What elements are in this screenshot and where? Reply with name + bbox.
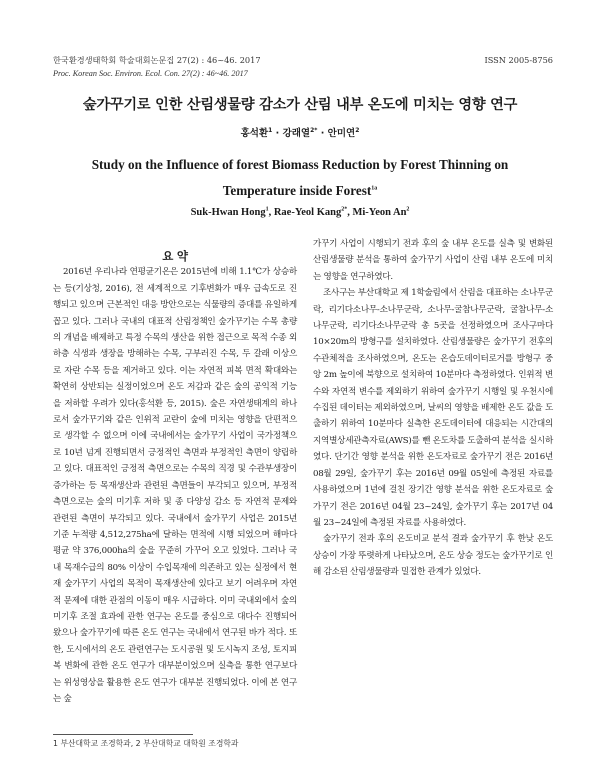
author-affiliation-mark: 2 (355, 126, 360, 134)
running-header (53, 54, 553, 80)
abstract-results-paragraph: 숲가꾸기 전과 후의 온도비교 분석 결과 숲가꾸기 후 한낮 온도 상승이 가장 뚜렷하게 나타났으며, 온도 상승 정도는 숲가꾸기로 인해 감소된 산림생물량과 밀접한 관계가 있었다. (313, 534, 553, 578)
abstract-paragraph-continued: 가꾸기 사업이 시행되기 전과 후의 숲 내부 온도를 실측 및 변화된 산림생물량 분석을 통하여 숲가꾸기 사업이 산림 내부 온도에 미치는 영향을 연구하였다. (313, 239, 553, 282)
author-separator: · (317, 128, 328, 139)
abstract-paragraph: 2016년 우리나라 연평균기온은 2015년에 비해 1.1℃가 상승하는 등(기상청, 2016), 전 세계적으로 기후변화가 매우 급속도로 진행되고 있으며 근본적인 대응 방안으로는 식물량의 증대를 유일하게 꼽고 있다. 그러나 국내의 대표적 산림정책인 숲가꾸기는 수목 총량의 개념을 배제하고 특정 수목의 생산을 위한 접근으로 목적 수종 외 하층 식생과 생장을 방해하는 수목, 구부러진 수목, 두 갈래 이상으로 자란 수목 등을 제거하고 있다. 이는 자연적 피복 면적 확대와는 확연히 상반되는 실정이었으며 온도 저감과 같은 숲의 공익적 기능을 저하할 우려가 있다(홍석환 등, 2015). 숲은 자연생태계의 하나로서 숲가꾸기와 같은 인위적 교란이 숲에 미치는 영향을 단편적으로 생각할 수 없으며 이에 국내에서는 숲가꾸기 사업이 국가정책으로 10년 넘게 진행되면서 긍정적인 측면과 부정적인 측면이 양립하고 있다. 대표적인 긍정적 측면으로는 수목의 직경 및 수관부생장이 증가하는 등 목재생산과 관련된 측면들이 부각되고 있으며, 부정적 측면으로는 숲의 미기후 저하 및 종 다양성 감소 등 자연적 문제와 관련된 측면이 부각되고 있다. 국내에서 숲가꾸기 사업은 2015년 기준 누적량 4,512,275ha에 달하는 면적에 시행 되었으며 해마다 평균 약 376,000ha의 숲을 꾸준히 가꾸어 오고 있었다. 그러나 국내 목재수급의 80% 이상이 수입목재에 의존하고 있는 실정에서 현재 숲가꾸기 사업의 목적이 목재생산에 있다고 보기 어려우며 자연적 문제에 대한 관점의 이동이 매우 시급하다. 이미 국내외에서 숲의 미기후 조절 효과에 관한 연구는 온도를 중심으로 대다수 진행되어 왔으나 숲가꾸기에 따른 온도 연구는 국내에서 연구된 바가 적다. 또한, 도시에서의 온도 관련연구는 도시공원 및 도시녹지 조성, 토지피복 변화에 관한 온도 연구가 대부분이었으며 실측을 통한 연구보다는 위성영상을 활용한 온도 연구가 대부분 진행되었다. 이에 본 연구는 숲 (53, 267, 297, 704)
author-affiliation-mark: 2* (310, 126, 318, 134)
abstract-methods-paragraph: 조사구는 부산대학교 제 1학술림에서 산림을 대표하는 소나무군락, 리기다소나무-소나무군락, 소나무-굴참나무군락, 굴참나무-소나무군락, 리기다소나무군락 총 5곳을 선정하였으며 조사구마다 10×20m의 방형구를 설치하였다. 산림생물량은 숲가꾸기 전후의 수관체적을 조사하였으며, 온도는 온습도데이터로거를 방형구 중앙 2m 높이에 북향으로 설치하여 10분마다 측정하였다. 인위적 변수와 자연적 변수를 제외하기 위하여 숲가꾸기 시행일 및 우천시에 수집된 데이터는 제외하였으며, 날씨의 영향을 배제한 온도 값을 도출하기 위하여 10분마다 실측한 온도데이터에 대응되는 시간대의 지역별상세관측자료(AWS)를 뺀 온도차를 도출하여 분석을 실시하였다. 단기간 영향 분석을 위한 온도자료로 숲가꾸기 전은 2016년 08월 29일, 숲가꾸기 후는 2016년 09월 05일에 측정된 자료를 사용하였으며 1년에 걸친 장기간 영향 분석을 위한 온도자료로 숲가꾸기 전은 2016년 04월 23~24일, 숲가꾸기 후는 2017년 04월 23~24일에 측정된 자료를 사용하였다. (313, 288, 553, 528)
journal-citation-en: Proc. Korean Soc. Environ. Ecol. Con. 27(2) : 46~46. 2017 (53, 69, 248, 78)
abstract-right-column (313, 236, 553, 581)
author-name: Mi-Yeon An (352, 207, 407, 218)
abstract-left-column (53, 248, 297, 707)
author-affiliation-mark: 2 (406, 206, 410, 213)
paper-title-korean: 숲가꾸기로 인한 산림생물량 감소가 산림 내부 온도에 미치는 영향 연구 (82, 97, 518, 113)
author-name: Suk-Hwan Hong (190, 207, 266, 218)
author-name: 홍석환 (240, 128, 269, 139)
title-en-line-1: Study on the Influence of forest Biomass Reduction by Forest Thinning on (91, 157, 509, 172)
author-affiliation-mark: 2* (341, 206, 348, 213)
paper-title-english (60, 152, 540, 204)
authors-korean (0, 125, 600, 139)
abstract-heading: 요 약 (162, 249, 188, 263)
author-separator: , (268, 207, 274, 218)
title-en-line-2: Temperature inside Forest (222, 183, 372, 198)
footnote-divider (53, 734, 193, 735)
author-affiliation-mark: 1 (268, 126, 273, 134)
author-separator: · (272, 128, 283, 139)
authors-english (0, 207, 600, 218)
author-separator: , (347, 207, 353, 218)
author-name: Rae-Yeol Kang (273, 207, 342, 218)
journal-citation-ko: 한국환경생태학회 학술대회논문집 27(2) : 46~46. 2017 (53, 55, 261, 65)
affiliation-footnote: 1 부산대학교 조경학과, 2 부산대학교 대학원 조경학과 (53, 739, 239, 748)
author-affiliation-mark: 1 (265, 206, 269, 213)
issn: ISSN 2005-8756 (484, 55, 553, 65)
author-name: 강래열 (282, 128, 311, 139)
title-footnote-mark: 1a (371, 185, 378, 192)
author-name: 안미연 (327, 128, 356, 139)
